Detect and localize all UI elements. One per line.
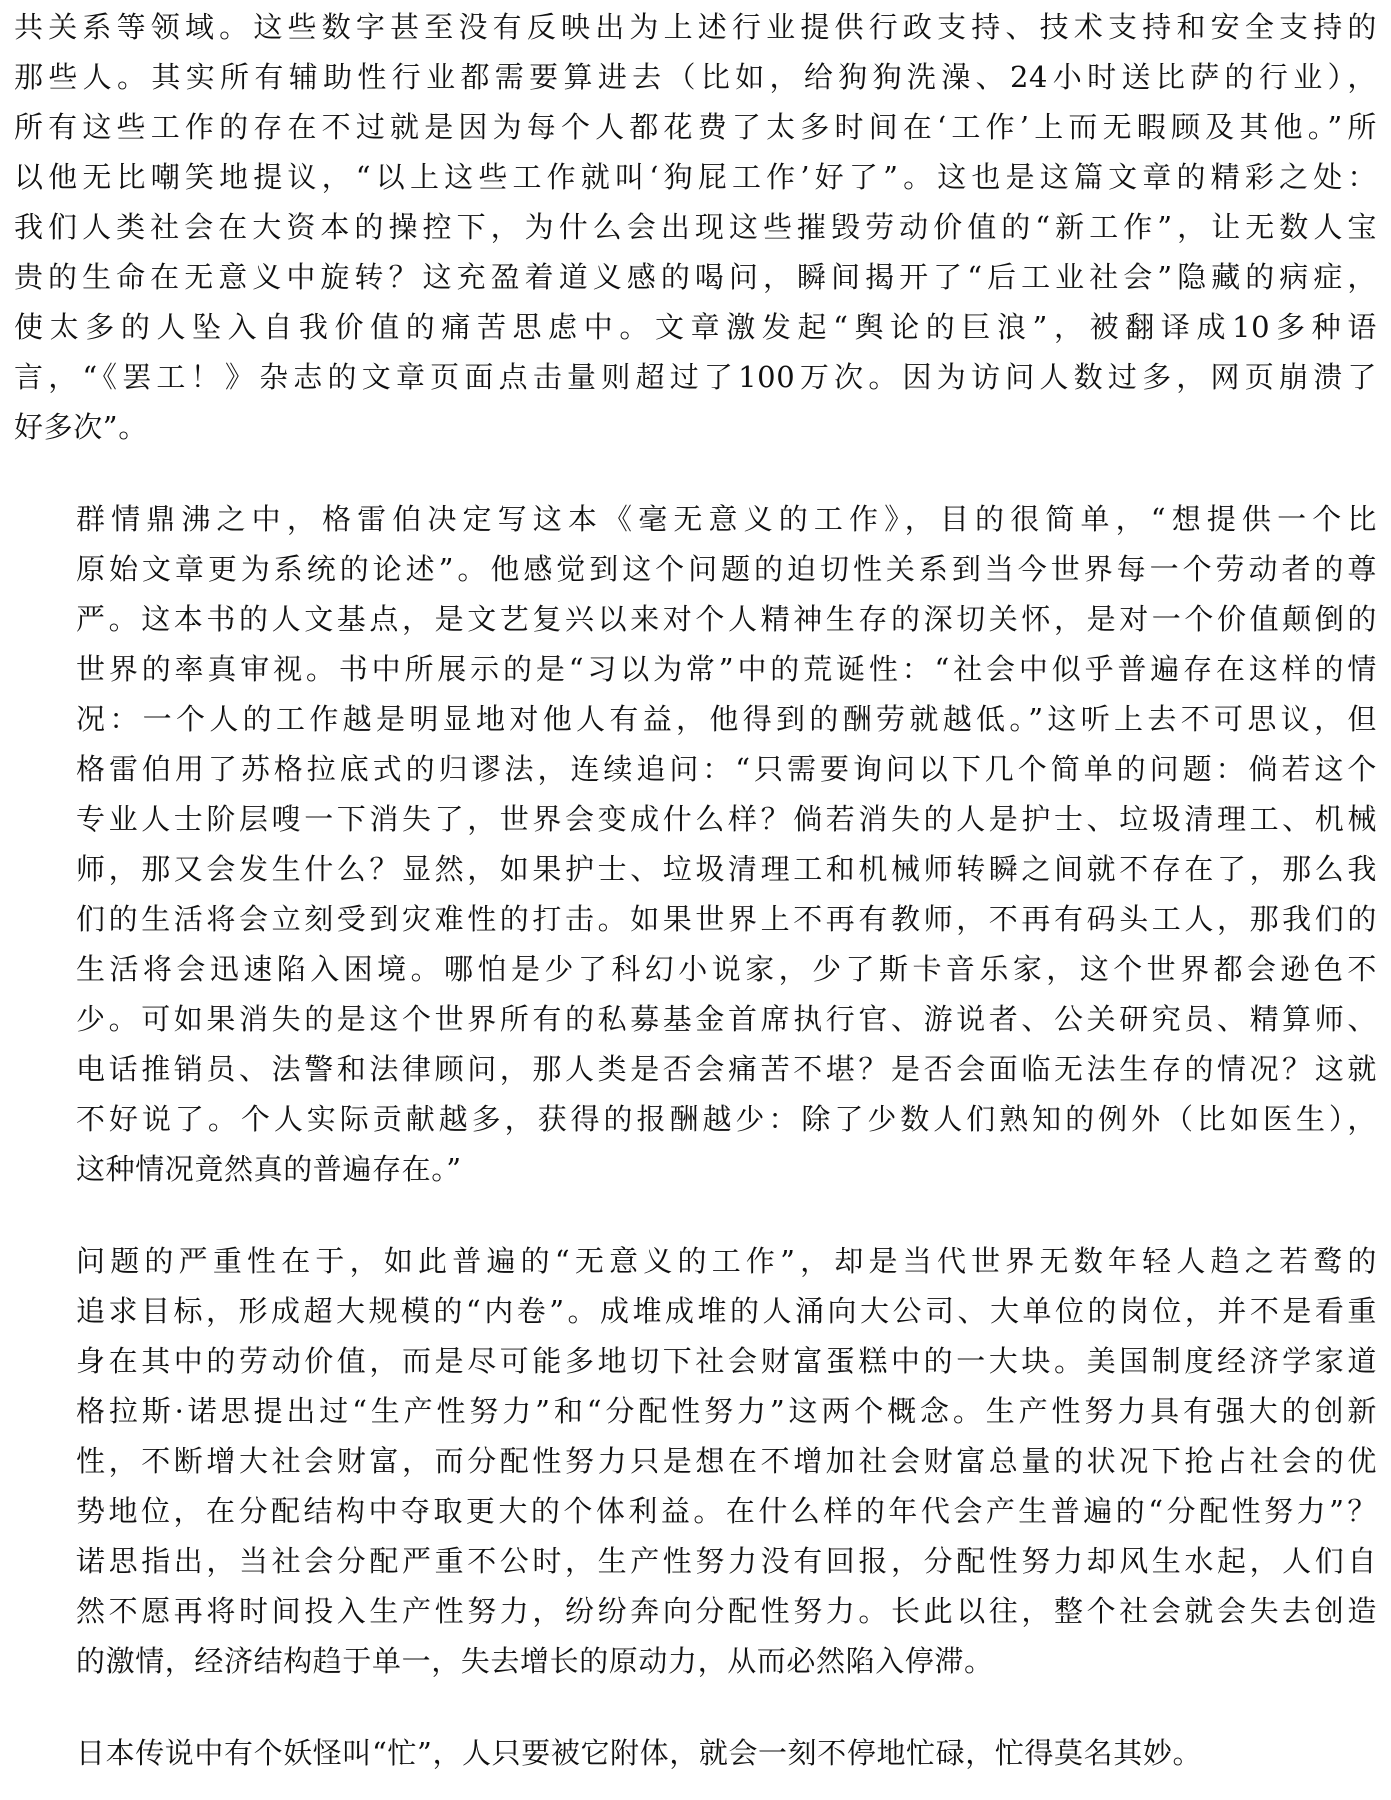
text-line: 以他无比嘲笑地提议，“以上这些工作就叫‘狗屁工作’好了”。这也是这篇文章的精彩之处： xyxy=(14,160,1377,194)
article-body xyxy=(14,2,1377,1778)
text-line: 群情鼎沸之中，格雷伯决定写这本《毫无意义的工作》，目的很简单，“想提供一个比 xyxy=(76,502,1377,536)
text-line: 电话推销员、法警和法律顾问，那人类是否会痛苦不堪？是否会面临无法生存的情况？这就 xyxy=(76,1052,1377,1086)
text-line: 贵的生命在无意义中旋转？这充盈着道义感的喝问，瞬间揭开了“后工业社会”隐藏的病症， xyxy=(14,260,1377,294)
text-line: 专业人士阶层嗖一下消失了，世界会变成什么样？倘若消失的人是护士、垃圾清理工、机械 xyxy=(76,802,1377,836)
text-line: 言，“《罢工！》杂志的文章页面点击量则超过了100万次。因为访问人数过多，网页崩溃了 xyxy=(14,360,1377,394)
text-line: 师，那又会发生什么？显然，如果护士、垃圾清理工和机械师转瞬之间就不存在了，那么我 xyxy=(76,852,1377,886)
paragraph xyxy=(14,2,1377,452)
text-line: 诺思指出，当社会分配严重不公时，生产性努力没有回报，分配性努力却风生水起，人们自 xyxy=(76,1544,1377,1578)
text-line: 性，不断增大社会财富，而分配性努力只是想在不增加社会财富总量的状况下抢占社会的优 xyxy=(76,1444,1377,1478)
text-line: 共关系等领域。这些数字甚至没有反映出为上述行业提供行政支持、技术支持和安全支持的 xyxy=(14,10,1377,44)
text-line: 身在其中的劳动价值，而是尽可能多地切下社会财富蛋糕中的一大块。美国制度经济学家道 xyxy=(76,1344,1377,1378)
text-line: 况：一个人的工作越是明显地对他人有益，他得到的酬劳就越低。”这听上去不可思议，但 xyxy=(76,702,1377,736)
text-line: 不好说了。个人实际贡献越多，获得的报酬越少：除了少数人们熟知的例外（比如医生）， xyxy=(76,1102,1377,1136)
text-line: 日本传说中有个妖怪叫“忙”，人只要被它附体，就会一刻不停地忙碌，忙得莫名其妙。 xyxy=(76,1736,1203,1770)
text-line: 那些人。其实所有辅助性行业都需要算进去（比如，给狗狗洗澡、24小时送比萨的行业）， xyxy=(14,60,1377,94)
paragraph xyxy=(14,1728,1377,1778)
text-line: 少。可如果消失的是这个世界所有的私募基金首席执行官、游说者、公关研究员、精算师、 xyxy=(76,1002,1377,1036)
text-line: 势地位，在分配结构中夺取更大的个体利益。在什么样的年代会产生普遍的“分配性努力”？ xyxy=(76,1494,1377,1528)
paragraph xyxy=(14,1236,1377,1686)
text-line: 这种情况竟然真的普遍存在。” xyxy=(76,1152,462,1186)
text-line: 格雷伯用了苏格拉底式的归谬法，连续追问：“只需要询问以下几个简单的问题：倘若这个 xyxy=(76,752,1377,786)
paragraph xyxy=(14,494,1377,1194)
text-line: 然不愿再将时间投入生产性努力，纷纷奔向分配性努力。长此以往，整个社会就会失去创造 xyxy=(76,1594,1377,1628)
text-line: 生活将会迅速陷入困境。哪怕是少了科幻小说家，少了斯卡音乐家，这个世界都会逊色不 xyxy=(76,952,1377,986)
text-line: 使太多的人坠入自我价值的痛苦思虑中。文章激发起“舆论的巨浪”，被翻译成10多种语 xyxy=(14,310,1377,344)
text-line: 世界的率真审视。书中所展示的是“习以为常”中的荒诞性：“社会中似乎普遍存在这样的情 xyxy=(76,652,1377,686)
text-line: 原始文章更为系统的论述”。他感觉到这个问题的迫切性关系到当今世界每一个劳动者的尊 xyxy=(76,552,1377,586)
text-line: 问题的严重性在于，如此普遍的“无意义的工作”，却是当代世界无数年轻人趋之若鹜的 xyxy=(76,1244,1377,1278)
text-line: 好多次”。 xyxy=(14,410,148,444)
text-line: 严。这本书的人文基点，是文艺复兴以来对个人精神生存的深切关怀，是对一个价值颠倒的 xyxy=(76,602,1377,636)
text-line: 的激情，经济结构趋于单一，失去增长的原动力，从而必然陷入停滞。 xyxy=(76,1644,994,1678)
text-line: 们的生活将会立刻受到灾难性的打击。如果世界上不再有教师，不再有码头工人，那我们的 xyxy=(76,902,1377,936)
text-line: 所有这些工作的存在不过就是因为每个人都花费了太多时间在‘工作’上而无暇顾及其他。”所 xyxy=(14,110,1377,144)
text-line: 追求目标，形成超大规模的“内卷”。成堆成堆的人涌向大公司、大单位的岗位，并不是看重 xyxy=(76,1294,1377,1328)
text-line: 格拉斯·诺思提出过“生产性努力”和“分配性努力”这两个概念。生产性努力具有强大的创新 xyxy=(76,1394,1377,1428)
text-line: 我们人类社会在大资本的操控下，为什么会出现这些摧毁劳动价值的“新工作”，让无数人宝 xyxy=(14,210,1377,244)
